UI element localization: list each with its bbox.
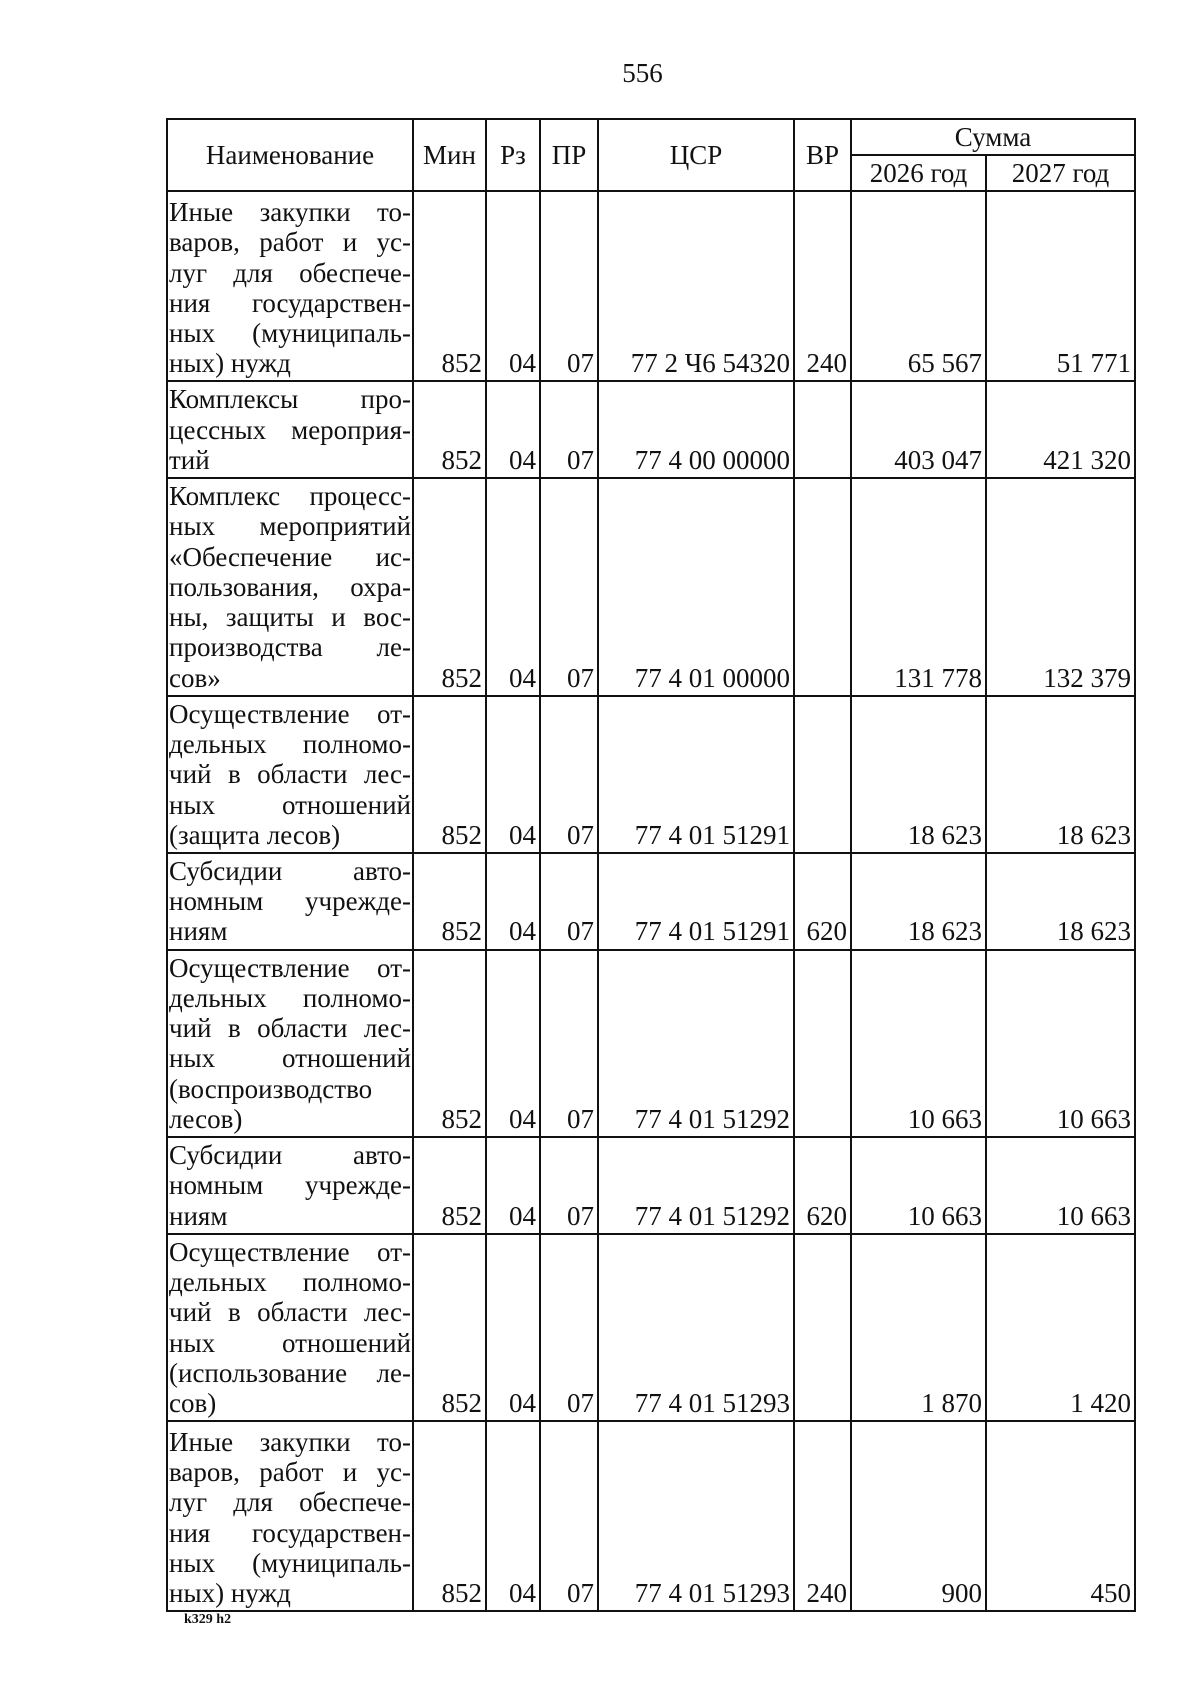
- cell-sum-2026: 10 663: [851, 950, 986, 1137]
- cell-sum-2027: 1 420: [986, 1234, 1135, 1421]
- cell-name: Субсидии авто-номным учрежде-ниям: [167, 1137, 413, 1234]
- cell-sum-2027: 421 320: [986, 381, 1135, 478]
- cell-vr: 620: [794, 1137, 851, 1234]
- cell-vr: [794, 1234, 851, 1421]
- cell-min: 852: [413, 950, 486, 1137]
- table-row: [167, 191, 1135, 381]
- cell-csr: 77 4 00 00000: [598, 381, 794, 478]
- table-row: [167, 696, 1135, 853]
- cell-min: 852: [413, 1234, 486, 1421]
- cell-pr: 07: [540, 853, 598, 950]
- header-year-2027: 2027 год: [986, 155, 1135, 191]
- table-header: [167, 119, 1135, 191]
- cell-csr: 77 4 01 51291: [598, 853, 794, 950]
- cell-rz: 04: [486, 191, 540, 381]
- header-year-2026: 2026 год: [851, 155, 986, 191]
- cell-vr: 240: [794, 191, 851, 381]
- cell-pr: 07: [540, 696, 598, 853]
- header-csr: ЦСР: [598, 119, 794, 191]
- cell-sum-2026: 403 047: [851, 381, 986, 478]
- cell-rz: 04: [486, 696, 540, 853]
- cell-vr: 240: [794, 1421, 851, 1611]
- cell-pr: 07: [540, 950, 598, 1137]
- cell-sum-2026: 18 623: [851, 696, 986, 853]
- cell-min: 852: [413, 191, 486, 381]
- header-min: Мин: [413, 119, 486, 191]
- cell-sum-2027: 10 663: [986, 950, 1135, 1137]
- cell-pr: 07: [540, 1137, 598, 1234]
- cell-rz: 04: [486, 1234, 540, 1421]
- cell-sum-2027: 51 771: [986, 191, 1135, 381]
- cell-min: 852: [413, 1137, 486, 1234]
- cell-sum-2027: 18 623: [986, 696, 1135, 853]
- cell-pr: 07: [540, 381, 598, 478]
- table-row: [167, 1421, 1135, 1611]
- header-rz: Рз: [486, 119, 540, 191]
- cell-name: Иные закупки то-варов, работ и ус-луг для обеспече-ния государствен-ных (муниципаль-ных) нужд: [167, 1421, 413, 1611]
- cell-min: 852: [413, 1421, 486, 1611]
- cell-rz: 04: [486, 950, 540, 1137]
- table-row: [167, 1234, 1135, 1421]
- table-body: [167, 191, 1135, 1611]
- cell-rz: 04: [486, 478, 540, 696]
- cell-csr: 77 4 01 51292: [598, 950, 794, 1137]
- cell-sum-2027: 10 663: [986, 1137, 1135, 1234]
- cell-vr: [794, 478, 851, 696]
- cell-sum-2027: 18 623: [986, 853, 1135, 950]
- table-row: [167, 478, 1135, 696]
- cell-sum-2027: 132 379: [986, 478, 1135, 696]
- cell-name: Иные закупки то-варов, работ и ус-луг для обеспече-ния государствен-ных (муниципаль-ных) нужд: [167, 191, 413, 381]
- table-row: [167, 853, 1135, 950]
- cell-pr: 07: [540, 1234, 598, 1421]
- cell-min: 852: [413, 853, 486, 950]
- cell-name: Осуществление от-дельных полномо-чий в области лес-ных отношений (воспроизводство лесов): [167, 950, 413, 1137]
- cell-csr: 77 4 01 51293: [598, 1421, 794, 1611]
- header-name: Наименование: [167, 119, 413, 191]
- cell-sum-2026: 900: [851, 1421, 986, 1611]
- cell-vr: [794, 950, 851, 1137]
- cell-rz: 04: [486, 1421, 540, 1611]
- cell-name: Комплекс процесс-ных мероприятий «Обеспечение ис-пользования, охра-ны, защиты и вос-производства ле-сов»: [167, 478, 413, 696]
- table-row: [167, 950, 1135, 1137]
- budget-table: [166, 118, 1136, 1612]
- cell-vr: 620: [794, 853, 851, 950]
- cell-csr: 77 4 01 51292: [598, 1137, 794, 1234]
- cell-pr: 07: [540, 1421, 598, 1611]
- cell-sum-2026: 10 663: [851, 1137, 986, 1234]
- table-row: [167, 381, 1135, 478]
- cell-sum-2026: 18 623: [851, 853, 986, 950]
- cell-csr: 77 4 01 51293: [598, 1234, 794, 1421]
- cell-csr: 77 4 01 51291: [598, 696, 794, 853]
- cell-vr: [794, 696, 851, 853]
- header-pr: ПР: [540, 119, 598, 191]
- header-vr: ВР: [794, 119, 851, 191]
- cell-min: 852: [413, 381, 486, 478]
- cell-csr: 77 4 01 00000: [598, 478, 794, 696]
- header-sum: Сумма: [851, 119, 1135, 155]
- cell-name: Комплексы про-цессных мероприя-тий: [167, 381, 413, 478]
- table-row: [167, 1137, 1135, 1234]
- cell-min: 852: [413, 478, 486, 696]
- cell-sum-2026: 65 567: [851, 191, 986, 381]
- cell-rz: 04: [486, 381, 540, 478]
- cell-min: 852: [413, 696, 486, 853]
- cell-name: Осуществление от-дельных полномо-чий в области лес-ных отношений (использование ле-сов): [167, 1234, 413, 1421]
- cell-pr: 07: [540, 478, 598, 696]
- page-number: 556: [622, 58, 663, 88]
- cell-name: Субсидии авто-номным учрежде-ниям: [167, 853, 413, 950]
- cell-vr: [794, 381, 851, 478]
- cell-csr: 77 2 Ч6 54320: [598, 191, 794, 381]
- cell-pr: 07: [540, 191, 598, 381]
- cell-sum-2026: 131 778: [851, 478, 986, 696]
- cell-sum-2026: 1 870: [851, 1234, 986, 1421]
- cell-sum-2027: 450: [986, 1421, 1135, 1611]
- cell-rz: 04: [486, 853, 540, 950]
- cell-rz: 04: [486, 1137, 540, 1234]
- footer-code: k329 h2: [184, 1612, 232, 1627]
- cell-name: Осуществление от-дельных полномо-чий в области лес-ных отношений (защита лесов): [167, 696, 413, 853]
